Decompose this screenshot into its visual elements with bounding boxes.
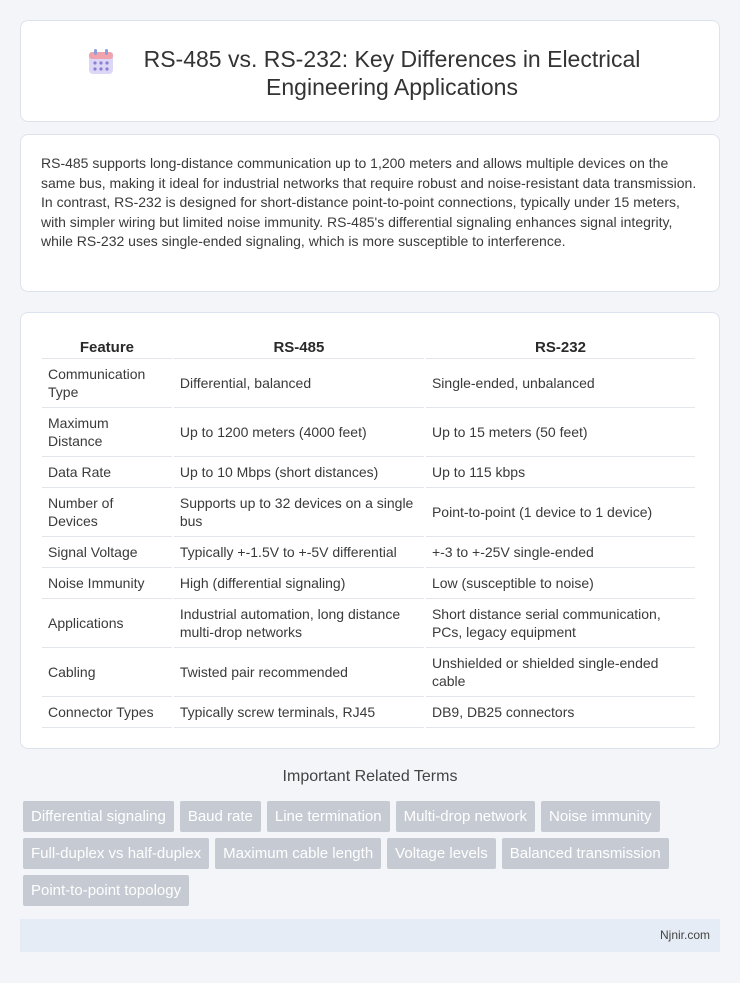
table-cell: Noise Immunity xyxy=(42,568,172,599)
table-row xyxy=(42,457,695,488)
table-cell: Up to 115 kbps xyxy=(426,457,695,488)
table-row xyxy=(42,648,695,697)
intro-text: RS-485 supports long-distance communication up to 1,200 meters and allows multiple devices on the same bus, making it ideal for industrial networks that require robust and noise-resistant data transmission. In contrast, RS-232 is designed for short-distance point-to-point connections, typically under 15 meters, with simpler wiring but limited noise immunity. RS-485's differential signaling enhances signal integrity, while RS-232 uses single-ended signaling, which is more susceptible to interference. xyxy=(41,155,697,250)
tag-differential-signaling[interactable]: Differential signaling xyxy=(23,801,174,832)
tag-baud-rate[interactable]: Baud rate xyxy=(180,801,261,832)
table-row xyxy=(42,408,695,457)
table-cell: Up to 15 meters (50 feet) xyxy=(426,408,695,457)
table-header-feature: Feature xyxy=(42,331,172,359)
table-cell: Signal Voltage xyxy=(42,537,172,568)
tag-maximum-cable-length[interactable]: Maximum cable length xyxy=(215,838,381,869)
tag-noise-immunity[interactable]: Noise immunity xyxy=(541,801,660,832)
comparison-table xyxy=(40,331,697,728)
tag-point-to-point-topology[interactable]: Point-to-point topology xyxy=(23,875,189,906)
table-row xyxy=(42,568,695,599)
calendar-icon xyxy=(88,48,114,76)
footer-site[interactable]: Njnir.com xyxy=(659,928,710,942)
table-cell: Point-to-point (1 device to 1 device) xyxy=(426,488,695,537)
table-row xyxy=(42,599,695,648)
table-cell: DB9, DB25 connectors xyxy=(426,697,695,728)
table-cell: Data Rate xyxy=(42,457,172,488)
table-cell: Up to 1200 meters (4000 feet) xyxy=(174,408,424,457)
table-cell: Up to 10 Mbps (short distances) xyxy=(174,457,424,488)
table-cell: Short distance serial communication, PCs, legacy equipment xyxy=(426,599,695,648)
intro-card xyxy=(20,134,720,292)
table-cell: Twisted pair recommended xyxy=(174,648,424,697)
table-cell: Communication Type xyxy=(42,359,172,408)
title-card xyxy=(20,20,720,122)
table-cell: Typically screw terminals, RJ45 xyxy=(174,697,424,728)
table-cell: Typically +-1.5V to +-5V differential xyxy=(174,537,424,568)
table-cell: Supports up to 32 devices on a single bus xyxy=(174,488,424,537)
table-row xyxy=(42,488,695,537)
table-header-rs232: RS-232 xyxy=(426,331,695,359)
table-cell: Industrial automation, long distance multi-drop networks xyxy=(174,599,424,648)
table-header-rs485: RS-485 xyxy=(174,331,424,359)
table-row xyxy=(42,359,695,408)
table-cell: Connector Types xyxy=(42,697,172,728)
table-cell: Single-ended, unbalanced xyxy=(426,359,695,408)
tag-multi-drop-network[interactable]: Multi-drop network xyxy=(396,801,535,832)
table-cell: Unshielded or shielded single-ended cable xyxy=(426,648,695,697)
table-cell: Number of Devices xyxy=(42,488,172,537)
tag-voltage-levels[interactable]: Voltage levels xyxy=(387,838,496,869)
tag-line-termination[interactable]: Line termination xyxy=(267,801,390,832)
table-cell: Low (susceptible to noise) xyxy=(426,568,695,599)
table-cell: High (differential signaling) xyxy=(174,568,424,599)
related-terms-title: Important Related Terms xyxy=(282,768,458,785)
table-cell: +-3 to +-25V single-ended xyxy=(426,537,695,568)
table-row xyxy=(42,697,695,728)
related-terms-list xyxy=(23,801,723,906)
table-cell: Cabling xyxy=(42,648,172,697)
table-row xyxy=(42,537,695,568)
page-title: RS-485 vs. RS-232: Key Differences in Electrical Engineering Applications xyxy=(143,46,641,100)
tag-balanced-transmission[interactable]: Balanced transmission xyxy=(502,838,669,869)
footer xyxy=(20,919,720,952)
table-cell: Applications xyxy=(42,599,172,648)
table-cell: Maximum Distance xyxy=(42,408,172,457)
comparison-table-card xyxy=(20,312,720,749)
table-cell: Differential, balanced xyxy=(174,359,424,408)
tag-full-duplex-vs-half-duplex[interactable]: Full-duplex vs half-duplex xyxy=(23,838,209,869)
